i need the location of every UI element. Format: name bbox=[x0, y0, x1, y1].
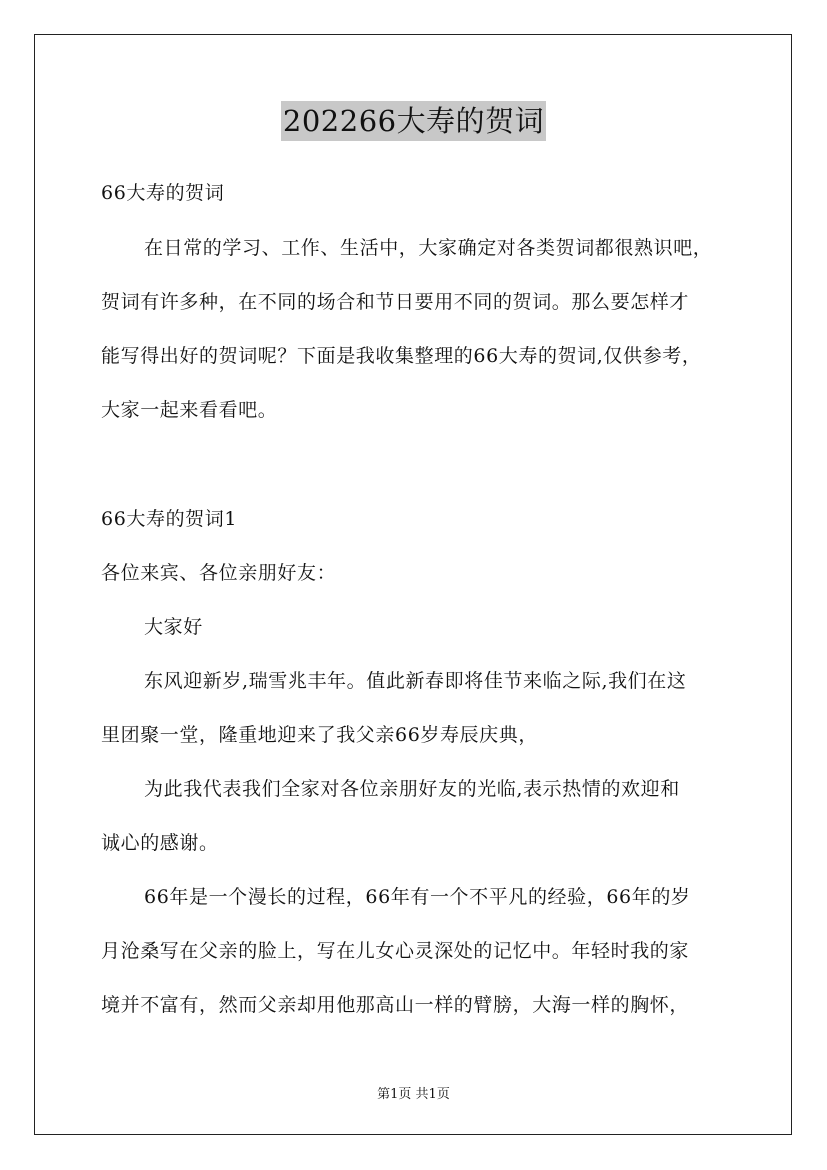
greeting: 大家好 bbox=[144, 616, 203, 638]
body-line: 月沧桑写在父亲的脸上，写在儿女心灵深处的记忆中。年轻时我的家 bbox=[101, 940, 690, 962]
title-container bbox=[0, 101, 827, 141]
intro-line: 能写得出好的贺词呢？下面是我收集整理的66大寿的贺词,仅供参考， bbox=[101, 345, 702, 367]
body-line: 为此我代表我们全家对各位亲朋好友的光临,表示热情的欢迎和 bbox=[144, 778, 680, 800]
body-line: 66年是一个漫长的过程，66年有一个不平凡的经验，66年的岁 bbox=[144, 886, 691, 908]
page-footer: 第1页 共1页 bbox=[377, 1087, 450, 1102]
body-line: 境并不富有，然而父亲却用他那高山一样的臂膀，大海一样的胸怀， bbox=[101, 994, 690, 1016]
subtitle: 66大寿的贺词 bbox=[101, 182, 225, 204]
salutation: 各位来宾、各位亲朋好友： bbox=[101, 562, 337, 584]
body-line: 东风迎新岁,瑞雪兆丰年。值此新春即将佳节来临之际,我们在这 bbox=[144, 670, 687, 692]
intro-line: 在日常的学习、工作、生活中，大家确定对各类贺词都很熟识吧， bbox=[144, 237, 713, 259]
body-line: 诚心的感谢。 bbox=[101, 832, 219, 854]
document-title: 202266大寿的贺词 bbox=[281, 101, 546, 141]
intro-line: 贺词有许多种，在不同的场合和节日要用不同的贺词。那么要怎样才 bbox=[101, 291, 690, 313]
intro-line: 大家一起来看看吧。 bbox=[101, 399, 278, 421]
section-heading: 66大寿的贺词1 bbox=[101, 508, 238, 530]
body-line: 里团聚一堂，隆重地迎来了我父亲66岁寿辰庆典， bbox=[101, 724, 538, 746]
